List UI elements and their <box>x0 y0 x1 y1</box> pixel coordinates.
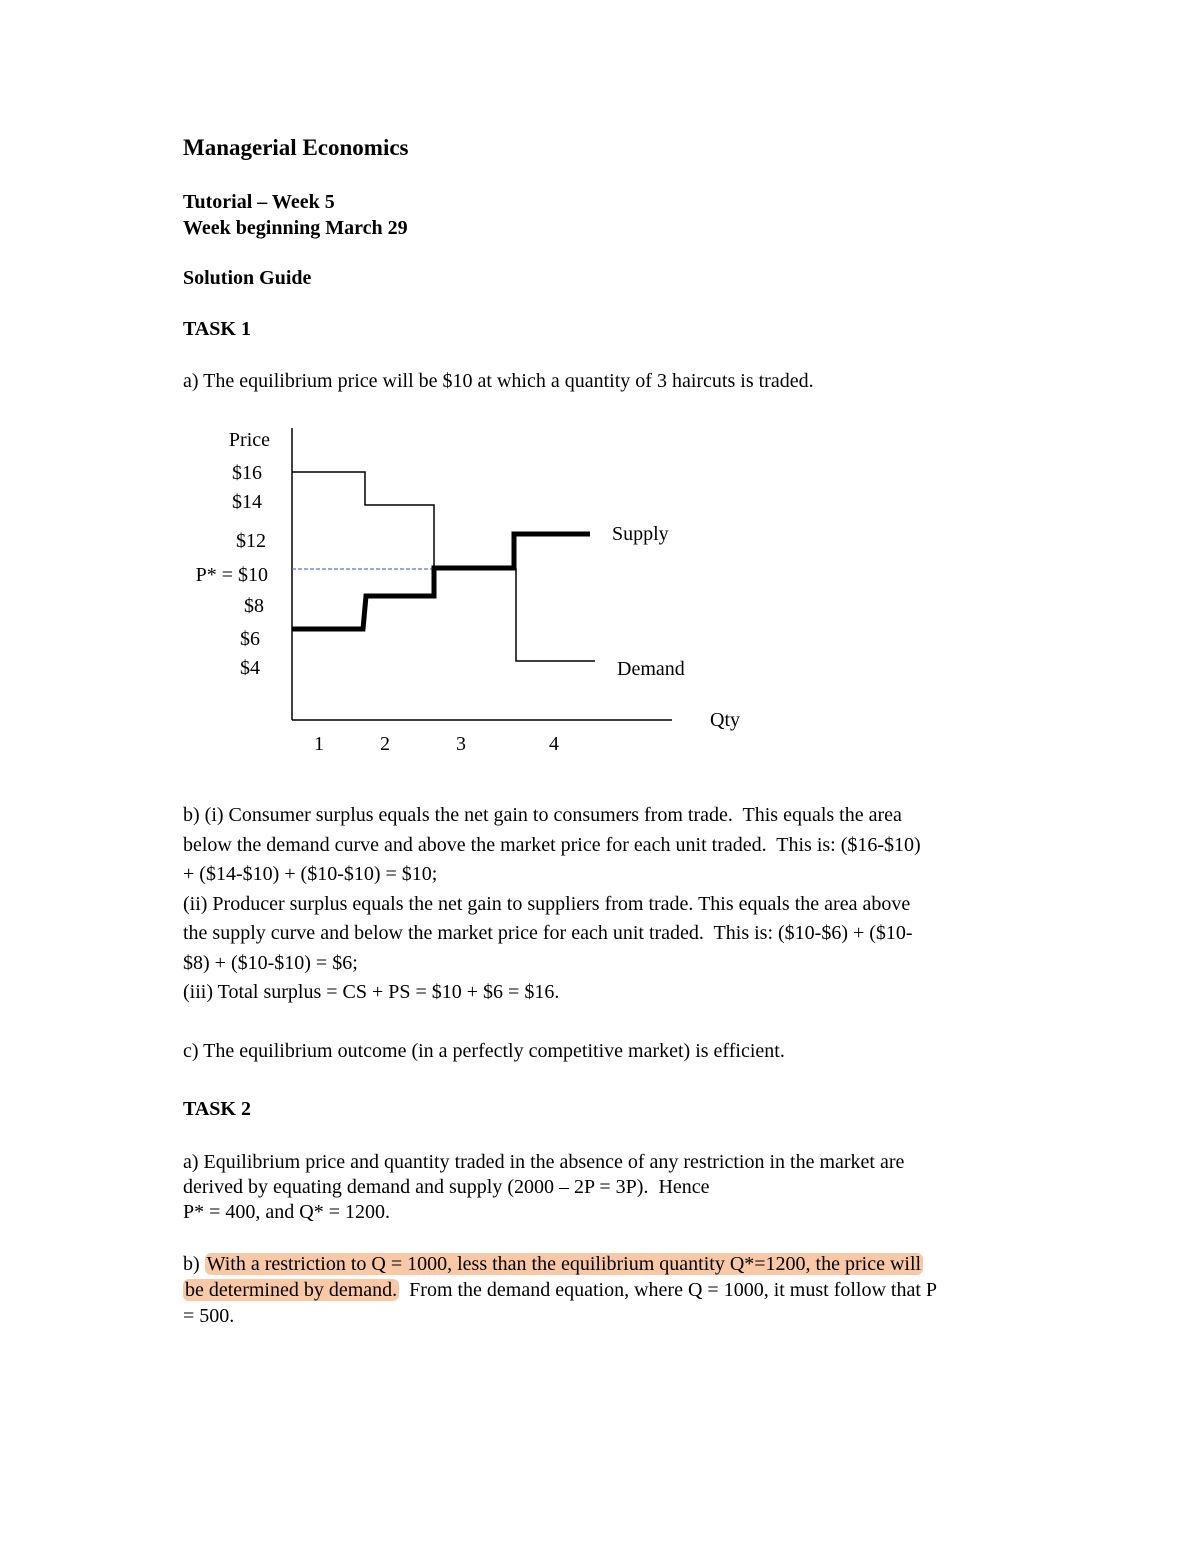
text-line: = 500. <box>183 1305 235 1327</box>
x-tick-label: 1 <box>314 733 324 755</box>
text-line: below the demand curve and above the market price for each unit traded. This is: ($16-$10) <box>183 833 921 856</box>
y-axis-label: Price <box>228 429 270 451</box>
solution-guide-heading: Solution Guide <box>183 267 312 289</box>
text-line: derived by equating demand and supply (2000 – 2P = 3P). Hence <box>183 1176 710 1198</box>
y-tick-label: $12 <box>236 530 266 552</box>
demand-label: Demand <box>617 658 685 680</box>
x-tick-label: 3 <box>456 733 466 755</box>
text-line: $8) + ($10-$10) = $6; <box>183 951 358 974</box>
course-title: Managerial Economics <box>183 135 409 160</box>
y-tick-label: $14 <box>232 491 262 513</box>
y-tick-label: $8 <box>244 595 264 617</box>
y-tick-label: $16 <box>232 462 262 484</box>
week-heading: Week beginning March 29 <box>183 217 408 239</box>
task2-part-b <box>183 1251 1023 1329</box>
text-line: (ii) Producer surplus equals the net gain to suppliers from trade. This equals the area above <box>183 892 911 915</box>
tutorial-heading: Tutorial – Week 5 <box>183 191 335 213</box>
text-line: (iii) Total surplus = CS + PS = $10 + $6 = $16. <box>183 981 560 1003</box>
x-tick-label: 2 <box>380 733 390 755</box>
highlighted-text: be determined by demand. <box>185 1279 398 1301</box>
y-tick-label: P* = $10 <box>195 564 268 586</box>
y-tick-label: $6 <box>240 628 260 650</box>
x-tick-label: 4 <box>549 733 559 755</box>
task1-part-a: a) The equilibrium price will be $10 at which a quantity of 3 haircuts is traded. <box>183 370 814 392</box>
task2-part-a <box>183 1150 1023 1225</box>
text-line: a) Equilibrium price and quantity traded in the absence of any restriction in the market are <box>183 1151 905 1173</box>
task2-heading: TASK 2 <box>183 1098 251 1120</box>
task1-part-c: c) The equilibrium outcome (in a perfectly competitive market) is efficient. <box>183 1040 785 1062</box>
highlighted-text: With a restriction to Q = 1000, less than the equilibrium quantity Q*=1200, the price will <box>206 1253 922 1275</box>
task1-part-b <box>183 801 1023 1008</box>
text-line: the supply curve and below the market price for each unit traded. This is: ($10-$6) + ($10- <box>183 922 913 944</box>
x-axis-label: Qty <box>710 709 740 731</box>
text-line: P* = 400, and Q* = 1200. <box>183 1201 391 1223</box>
supply-label: Supply <box>612 523 669 545</box>
supply-curve <box>292 534 590 629</box>
y-tick-label: $4 <box>240 657 260 679</box>
text-line: + ($14-$10) + ($10-$10) = $10; <box>183 863 438 885</box>
task1-heading: TASK 1 <box>183 318 251 340</box>
part-label: b) <box>183 1253 205 1275</box>
text-segment: From the demand equation, where Q = 1000, it must follow that P <box>399 1279 938 1301</box>
text-line: b) (i) Consumer surplus equals the net gain to consumers from trade. This equals the area <box>183 804 902 826</box>
